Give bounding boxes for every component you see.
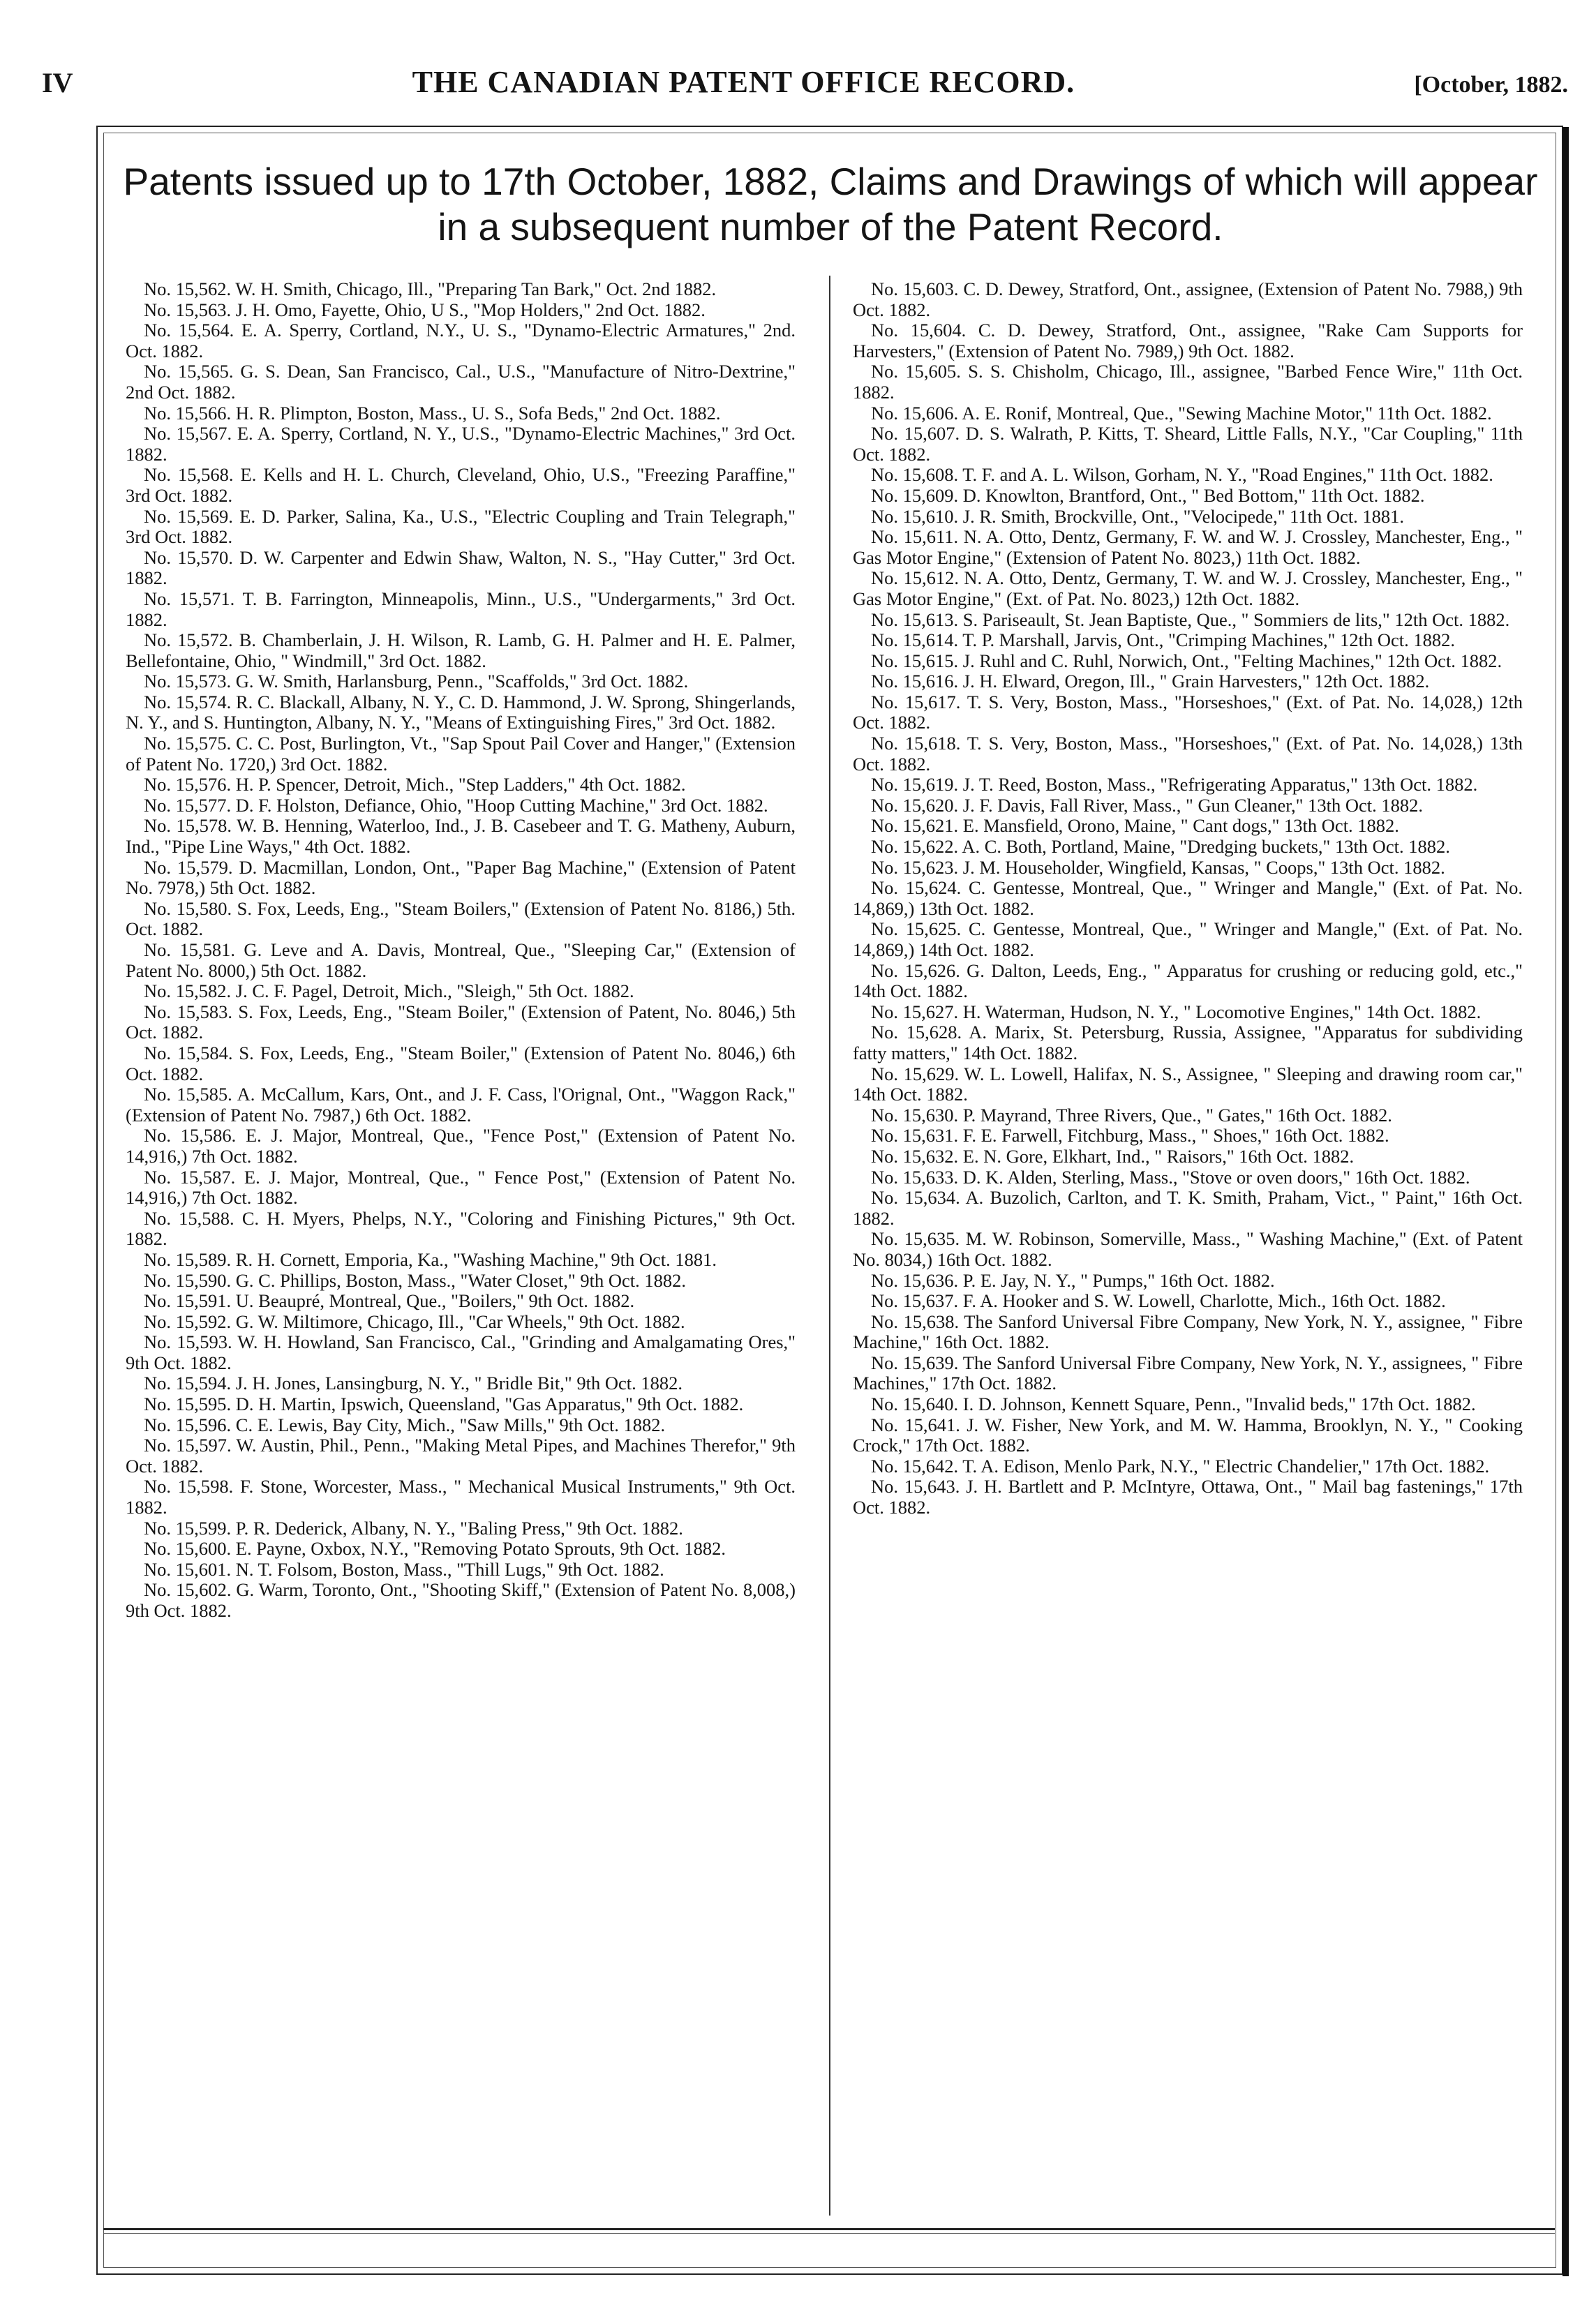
patent-entry: No. 15,643. J. H. Bartlett and P. McIntyre, Ottawa, Ont., " Mail bag fastenings," 17th Oct. 1882. <box>853 1476 1523 1518</box>
patent-entry: No. 15,628. A. Marix, St. Petersburg, Russia, Assignee, "Apparatus for subdividing fatty matters," 14th Oct. 1882. <box>853 1022 1523 1063</box>
patent-entry: No. 15,581. G. Leve and A. Davis, Montreal, Que., "Sleeping Car," (Extension of Patent No. 8000,) 5th Oct. 1882. <box>126 939 796 981</box>
patent-entry: No. 15,623. J. M. Householder, Wingfield, Kansas, " Coops," 13th Oct. 1882. <box>871 856 1445 878</box>
patent-entry: No. 15,612. N. A. Otto, Dentz, Germany, T. W. and W. J. Crossley, Manchester, Eng., " Gas Motor Engine," (Ext. of Pat. No. 8023,) 12th Oct. 1882. <box>853 567 1523 609</box>
patent-entry: No. 15,602. G. Warm, Toronto, Ont., "Shooting Skiff," (Extension of Patent No. 8,008,) 9th Oct. 1882. <box>126 1579 796 1621</box>
patent-entry: No. 15,614. T. P. Marshall, Jarvis, Ont., "Crimping Machines," 12th Oct. 1882. <box>871 629 1455 651</box>
patent-entry: No. 15,576. H. P. Spencer, Detroit, Mich., "Step Ladders," 4th Oct. 1882. <box>144 774 686 796</box>
patent-entry: No. 15,565. G. S. Dean, San Francisco, Cal., U.S., "Manufacture of Nitro-Dextrine," 2nd Oct. 1882. <box>126 361 796 403</box>
patent-entry: No. 15,584. S. Fox, Leeds, Eng., "Steam Boiler," (Extension of Patent No. 8046,) 6th Oct. 1882. <box>126 1042 796 1084</box>
patent-entry: No. 15,627. H. Waterman, Hudson, N. Y., " Locomotive Engines," 14th Oct. 1882. <box>871 1001 1482 1022</box>
patent-entry: No. 15,603. C. D. Dewey, Stratford, Ont., assignee, (Extension of Patent No. 7988,) 9th Oct. 1882. <box>853 278 1523 320</box>
patent-entry: No. 15,609. D. Knowlton, Brantford, Ont., " Bed Bottom," 11th Oct. 1882. <box>871 484 1425 506</box>
patent-entry: No. 15,568. E. Kells and H. L. Church, Cleveland, Ohio, U.S., "Freezing Paraffine," 3rd Oct. 1882. <box>126 464 796 506</box>
patent-entry: No. 15,638. The Sanford Universal Fibre Company, New York, N. Y., assignee, " Fibre Machine," 16th Oct. 1882. <box>853 1310 1523 1353</box>
patent-entry: No. 15,591. U. Beaupré, Montreal, Que., "Boilers," 9th Oct. 1882. <box>144 1290 635 1312</box>
patent-entry: No. 15,601. N. T. Folsom, Boston, Mass., "Thill Lugs," 9th Oct. 1882. <box>144 1558 664 1580</box>
patent-entry: No. 15,563. J. H. Omo, Fayette, Ohio, U S., "Mop Holders," 2nd Oct. 1882. <box>144 299 706 320</box>
patent-entry: No. 15,635. M. W. Robinson, Somerville, Mass., " Washing Machine," (Ext. of Patent No. 8034,) 16th Oct. 1882. <box>853 1228 1523 1270</box>
patent-entry: No. 15,633. D. K. Alden, Sterling, Mass., "Stove or oven doors," 16th Oct. 1882. <box>871 1166 1470 1188</box>
patent-entry: No. 15,587. E. J. Major, Montreal, Que., " Fence Post," (Extension of Patent No. 14,916,) 7th Oct. 1882. <box>126 1166 796 1209</box>
patent-entry: No. 15,597. W. Austin, Phil., Penn., "Making Metal Pipes, and Machines Therefor," 9th Oct. 1882. <box>126 1435 796 1477</box>
frame-shadow <box>1563 127 1569 2276</box>
patent-entry: No. 15,642. T. A. Edison, Menlo Park, N.Y., " Electric Chandelier," 17th Oct. 1882. <box>871 1455 1490 1477</box>
bottom-rule-thin <box>103 2233 1555 2234</box>
patent-entry: No. 15,589. R. H. Cornett, Emporia, Ka., "Washing Machine," 9th Oct. 1881. <box>144 1248 717 1270</box>
patent-entry: No. 15,613. S. Pariseault, St. Jean Baptiste, Que., " Sommiers de lits," 12th Oct. 1882. <box>871 608 1510 630</box>
patent-entry: No. 15,574. R. C. Blackall, Albany, N. Y., C. D. Hammond, J. W. Sprong, Shingerlands, N. Y., and S. Huntington, Albany, N. Y., "Means of Extinguishing Fires," 3rd Oct. 1882. <box>126 691 796 733</box>
patent-entry: No. 15,571. T. B. Farrington, Minneapolis, Minn., U.S., "Undergarments," 3rd Oct. 1882. <box>126 588 796 630</box>
page-header <box>42 64 1568 106</box>
patent-entry: No. 15,580. S. Fox, Leeds, Eng., "Steam Boilers," (Extension of Patent No. 8186,) 5th. Oct. 1882. <box>126 897 796 940</box>
patent-entry: No. 15,586. E. J. Major, Montreal, Que., "Fence Post," (Extension of Patent No. 14,916,) 7th Oct. 1882. <box>126 1125 796 1167</box>
patent-entry: No. 15,616. J. H. Elward, Oregon, Ill., " Grain Harvesters," 12th Oct. 1882. <box>871 671 1430 692</box>
patent-entry: No. 15,641. J. W. Fisher, New York, and M. W. Hamma, Brooklyn, N. Y., " Cooking Crock," 17th Oct. 1882. <box>853 1414 1523 1456</box>
patent-entry: No. 15,573. G. W. Smith, Harlansburg, Penn., "Scaffolds," 3rd Oct. 1882. <box>144 671 689 692</box>
patent-entry: No. 15,567. E. A. Sperry, Cortland, N. Y., U.S., "Dynamo-Electric Machines," 3rd Oct. 1882. <box>126 423 796 465</box>
patent-entry: No. 15,611. N. A. Otto, Dentz, Germany, F. W. and W. J. Crossley, Manchester, Eng., " Gas Motor Engine," (Extension of Patent No. 8023,) 11th Oct. 1882. <box>853 526 1523 568</box>
patent-entry: No. 15,564. E. A. Sperry, Cortland, N.Y., U. S., "Dynamo-Electric Armatures," 2nd. Oct. 1882. <box>126 320 796 361</box>
patent-entry: No. 15,622. A. C. Both, Portland, Maine, "Dredging buckets," 13th Oct. 1882. <box>871 836 1450 858</box>
issue-date: [October, 1882. <box>1414 72 1568 98</box>
patent-entry: No. 15,625. C. Gentesse, Montreal, Que., " Wringer and Mangle," (Ext. of Pat. No. 14,869,) 14th Oct. 1882. <box>853 918 1523 960</box>
patent-entry: No. 15,610. J. R. Smith, Brockville, Ont., "Velocipede," 11th Oct. 1881. <box>871 505 1405 527</box>
patent-entry: No. 15,572. B. Chamberlain, J. H. Wilson, R. Lamb, G. H. Palmer and H. E. Palmer, Bellefontaine, Ohio, " Windmill," 3rd Oct. 1882. <box>126 629 796 671</box>
patent-entry: No. 15,599. P. R. Dederick, Albany, N. Y., "Baling Press," 9th Oct. 1882. <box>144 1517 683 1539</box>
section-headline: Patents issued up to 17th October, 1882, Claims and Drawings of which will appear in a subsequent number of the Patent Record. <box>123 160 1538 248</box>
patent-entry: No. 15,615. J. Ruhl and C. Ruhl, Norwich, Ont., "Felting Machines," 12th Oct. 1882. <box>871 650 1502 671</box>
left-column <box>126 279 796 1622</box>
patent-entry: No. 15,569. E. D. Parker, Salina, Ka., U.S., "Electric Coupling and Train Telegraph," 3rd Oct. 1882. <box>126 505 796 548</box>
patent-entry: No. 15,606. A. E. Ronif, Montreal, Que., "Sewing Machine Motor," 11th Oct. 1882. <box>871 402 1492 424</box>
patent-entry: No. 15,626. G. Dalton, Leeds, Eng., " Apparatus for crushing or reducing gold, etc.," 14th Oct. 1882. <box>853 959 1523 1002</box>
patent-entry: No. 15,582. J. C. F. Pagel, Detroit, Mich., "Sleigh," 5th Oct. 1882. <box>144 980 634 1002</box>
patent-entry: No. 15,637. F. A. Hooker and S. W. Lowell, Charlotte, Mich., 16th Oct. 1882. <box>871 1290 1446 1312</box>
patent-entry: No. 15,608. T. F. and A. L. Wilson, Gorham, N. Y., "Road Engines," 11th Oct. 1882. <box>871 464 1493 486</box>
patent-entry: No. 15,631. F. E. Farwell, Fitchburg, Mass., " Shoes," 16th Oct. 1882. <box>871 1125 1389 1146</box>
patent-entry: No. 15,620. J. F. Davis, Fall River, Mass., " Gun Cleaner," 13th Oct. 1882. <box>871 794 1423 816</box>
patent-entry: No. 15,632. E. N. Gore, Elkhart, Ind., " Raisors," 16th Oct. 1882. <box>871 1145 1355 1167</box>
patent-entry: No. 15,578. W. B. Henning, Waterloo, Ind., J. B. Casebeer and T. G. Matheny, Auburn, Ind., "Pipe Line Ways," 4th Oct. 1882. <box>126 815 796 858</box>
patent-entry: No. 15,592. G. W. Miltimore, Chicago, Ill., "Car Wheels," 9th Oct. 1882. <box>144 1310 685 1332</box>
patent-entry: No. 15,636. P. E. Jay, N. Y., " Pumps," 16th Oct. 1882. <box>871 1269 1275 1291</box>
patent-entry: No. 15,566. H. R. Plimpton, Boston, Mass., U. S., Sofa Beds," 2nd Oct. 1882. <box>144 402 721 424</box>
patent-entry: No. 15,588. C. H. Myers, Phelps, N.Y., "Coloring and Finishing Pictures," 9th Oct. 1882. <box>126 1207 796 1250</box>
patent-entry: No. 15,579. D. Macmillan, London, Ont., "Paper Bag Machine," (Extension of Patent No. 7978,) 5th Oct. 1882. <box>126 856 796 899</box>
patent-entry: No. 15,618. T. S. Very, Boston, Mass., "Horseshoes," (Ext. of Pat. No. 14,028,) 13th Oct. 1882. <box>853 733 1523 775</box>
patent-entry: No. 15,596. C. E. Lewis, Bay City, Mich., "Saw Mills," 9th Oct. 1882. <box>144 1414 666 1435</box>
patent-entry: No. 15,570. D. W. Carpenter and Edwin Shaw, Walton, N. S., "Hay Cutter," 3rd Oct. 1882. <box>126 546 796 589</box>
patent-entry: No. 15,577. D. F. Holston, Defiance, Ohio, "Hoop Cutting Machine," 3rd Oct. 1882. <box>144 794 768 816</box>
patent-entry: No. 15,629. W. L. Lowell, Halifax, N. S., Assignee, " Sleeping and drawing room car," 14th Oct. 1882. <box>853 1063 1523 1105</box>
patent-entry: No. 15,593. W. H. Howland, San Francisco, Cal., "Grinding and Amalgamating Ores," 9th Oct. 1882. <box>126 1331 796 1373</box>
patent-entry: No. 15,604. C. D. Dewey, Stratford, Ont., assignee, "Rake Cam Supports for Harvesters," (Extension of Patent No. 7989,) 9th Oct. 1882. <box>853 320 1523 361</box>
patent-entry: No. 15,630. P. Mayrand, Three Rivers, Que., " Gates," 16th Oct. 1882. <box>871 1104 1392 1126</box>
patent-entry: No. 15,619. J. T. Reed, Boston, Mass., "Refrigerating Apparatus," 13th Oct. 1882. <box>871 774 1478 796</box>
patent-entry: No. 15,605. S. S. Chisholm, Chicago, Ill., assignee, "Barbed Fence Wire," 11th Oct. 1882. <box>853 361 1523 403</box>
bottom-rule <box>103 2228 1555 2230</box>
patent-entry: No. 15,600. E. Payne, Oxbox, N.Y., "Removing Potato Sprouts, 9th Oct. 1882. <box>144 1538 726 1560</box>
patent-entry: No. 15,621. E. Mansfield, Orono, Maine, " Cant dogs," 13th Oct. 1882. <box>871 815 1399 837</box>
patent-entry: No. 15,590. G. C. Phillips, Boston, Mass., "Water Closet," 9th Oct. 1882. <box>144 1269 686 1291</box>
column-divider <box>829 276 830 2216</box>
right-column <box>853 279 1523 1518</box>
publication-title: THE CANADIAN PATENT OFFICE RECORD. <box>412 65 1075 99</box>
patent-entry: No. 15,634. A. Buzolich, Carlton, and T. K. Smith, Praham, Vict., " Paint," 16th Oct. 1882. <box>853 1187 1523 1229</box>
page-number: IV <box>42 67 73 98</box>
patent-entry: No. 15,624. C. Gentesse, Montreal, Que., " Wringer and Mangle," (Ext. of Pat. No. 14,869,) 13th Oct. 1882. <box>853 877 1523 919</box>
patent-entry: No. 15,595. D. H. Martin, Ipswich, Queensland, "Gas Apparatus," 9th Oct. 1882. <box>144 1394 744 1415</box>
patent-entry: No. 15,594. J. H. Jones, Lansingburg, N. Y., " Bridle Bit," 9th Oct. 1882. <box>144 1373 683 1394</box>
patent-entry: No. 15,598. F. Stone, Worcester, Mass., " Mechanical Musical Instruments," 9th Oct. 1882. <box>126 1476 796 1518</box>
patent-entry: No. 15,562. W. H. Smith, Chicago, Ill., "Preparing Tan Bark," Oct. 2nd 1882. <box>144 278 717 299</box>
patent-entry: No. 15,575. C. C. Post, Burlington, Vt., "Sap Spout Pail Cover and Hanger," (Extension of Patent No. 1720,) 3rd Oct. 1882. <box>126 733 796 775</box>
patent-entry: No. 15,617. T. S. Very, Boston, Mass., "Horseshoes," (Ext. of Pat. No. 14,028,) 12th Oct. 1882. <box>853 691 1523 733</box>
patent-entry: No. 15,607. D. S. Walrath, P. Kitts, T. Sheard, Little Falls, N.Y., "Car Coupling," 11th Oct. 1882. <box>853 423 1523 465</box>
patent-entry: No. 15,640. I. D. Johnson, Kennett Square, Penn., "Invalid beds," 17th Oct. 1882. <box>871 1394 1476 1415</box>
patent-entry: No. 15,639. The Sanford Universal Fibre Company, New York, N. Y., assignees, " Fibre Machines," 17th Oct. 1882. <box>853 1352 1523 1394</box>
patent-entry: No. 15,585. A. McCallum, Kars, Ont., and J. F. Cass, l'Orignal, Ont., "Waggon Rack," (Extension of Patent No. 7987,) 6th Oct. 1882. <box>126 1084 796 1126</box>
patent-entry: No. 15,583. S. Fox, Leeds, Eng., "Steam Boiler," (Extension of Patent, No. 8046,) 5th Oct. 1882. <box>126 1001 796 1043</box>
